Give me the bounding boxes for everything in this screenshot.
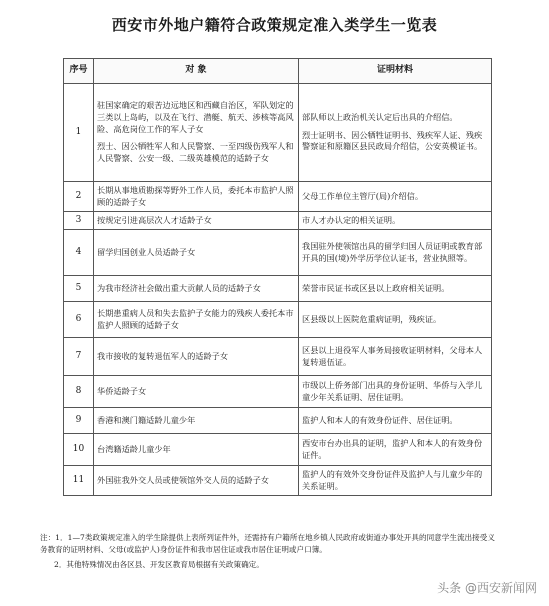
materials-text: 西安市台办出具的证明，监护人和本人的有效身份证件。	[302, 437, 483, 460]
row-materials	[299, 302, 492, 338]
materials-text: 监护人和本人的有效身份证件、居住证明。	[302, 414, 458, 425]
subject-text: 华侨适龄子女	[97, 385, 147, 396]
watermark	[437, 579, 537, 596]
materials-text: 市级以上侨务部门出具的身份证明、华侨与入学儿童少年关系证明、居住证明。	[302, 379, 483, 402]
row-subject	[94, 466, 299, 496]
row-materials	[299, 408, 492, 434]
row-materials	[299, 376, 492, 408]
table-header-row	[64, 59, 492, 84]
subject-text: 烈士、因公牺牲军人和人民警察、一至四级伤残军人和人民警察、公安一级、二级英雄模范的适龄子女	[97, 141, 294, 164]
row-materials	[299, 276, 492, 302]
materials-text: 父母工作单位主管厅(局)介绍信。	[302, 190, 424, 201]
subject-text: 留学归国创业人员适龄子女	[97, 246, 196, 257]
materials-text: 烈士证明书、因公牺牲证明书、残疾军人证、残疾警察证和原籍区县民政局介绍信，公安英模证书。	[302, 129, 483, 152]
row-number: 6	[64, 302, 94, 338]
row-subject	[94, 338, 299, 376]
table-row	[64, 408, 492, 434]
row-number: 9	[64, 408, 94, 434]
subject-text: 我市接收的复转退伍军人的适龄子女	[97, 350, 229, 361]
row-number: 4	[64, 230, 94, 276]
document-title: 西安市外地户籍符合政策规定准入类学生一览表	[111, 16, 438, 34]
row-number: 1	[64, 84, 94, 182]
table-row	[64, 338, 492, 376]
row-number: 3	[64, 212, 94, 230]
row-number: 10	[64, 434, 94, 466]
table-row	[64, 434, 492, 466]
subject-text: 为我市经济社会做出重大贡献人员的适龄子女	[97, 282, 261, 293]
subject-text: 香港和澳门籍适龄儿童少年	[97, 414, 196, 425]
row-subject	[94, 376, 299, 408]
subject-text: 外国驻我外交人员或使领馆外交人员的适龄子女	[97, 474, 269, 485]
subject-text: 长期患重病人员和失去监护子女能力的残疾人委托本市监护人照顾的适龄子女	[97, 307, 294, 330]
notes	[40, 532, 500, 571]
materials-text: 监护人的有效外交身份证件及监护人与儿童少年的关系证明。	[302, 468, 483, 491]
materials-text: 区县以上退役军人事务局接收证明材料，父母本人复转退伍证。	[302, 344, 483, 367]
table-row	[64, 212, 492, 230]
table-row	[64, 376, 492, 408]
row-materials	[299, 230, 492, 276]
materials-text: 荣誉市民证书或区县以上政府相关证明。	[302, 282, 450, 293]
row-subject	[94, 302, 299, 338]
table-row	[64, 230, 492, 276]
row-materials	[299, 84, 492, 182]
row-materials	[299, 466, 492, 496]
row-number: 11	[64, 466, 94, 496]
table-row	[64, 466, 492, 496]
row-number: 8	[64, 376, 94, 408]
subject-text: 驻国家确定的艰苦边远地区和西藏自治区，军队划定的三类以上岛屿，以及在飞行、潜艇、航天、涉核等高风险、高危岗位工作的军人子女	[97, 99, 294, 134]
policy-table	[63, 58, 492, 496]
note-2: 2．其他特殊情况由各区县、开发区教育局根据有关政策确定。	[54, 560, 264, 570]
row-subject	[94, 182, 299, 212]
row-number: 2	[64, 182, 94, 212]
header-no: 序号	[64, 59, 94, 84]
table-row	[64, 276, 492, 302]
materials-text: 我国驻外使领馆出具的留学归国人员证明或教育部开具的国(境)外学历学位认证书，营业执照等。	[302, 240, 483, 263]
row-materials	[299, 212, 492, 230]
row-subject	[94, 212, 299, 230]
note-1: 注：1．1—7类政策规定准入的学生除提供上表所列证件外，还需持有户籍所在地乡镇人民政府或街道办事处开具的同意学生流出接受义务教育的证明材料、父母(或监护人)身份证件和我市居住证或我市居住证明或户口簿。	[40, 533, 495, 555]
table-row	[64, 84, 492, 182]
subject-text: 按规定引进高层次人才适龄子女	[97, 214, 212, 225]
row-number: 5	[64, 276, 94, 302]
subject-text: 台湾籍适龄儿童少年	[97, 443, 171, 454]
row-subject	[94, 434, 299, 466]
watermark-text: 头条 @西安新闻网	[437, 581, 537, 595]
header-materials: 证明材料	[299, 59, 492, 84]
subject-text: 长期从事地质勘探等野外工作人员，委托本市监护人照顾的适龄子女	[97, 184, 294, 207]
row-materials	[299, 182, 492, 212]
materials-text: 区县级以上医院危重病证明，残疾证。	[302, 313, 442, 324]
materials-text: 部队师以上政治机关认定后出具的介绍信。	[302, 111, 458, 122]
row-subject	[94, 408, 299, 434]
row-number: 7	[64, 338, 94, 376]
row-materials	[299, 434, 492, 466]
row-subject	[94, 276, 299, 302]
header-subject: 对 象	[94, 59, 299, 84]
row-materials	[299, 338, 492, 376]
row-subject	[94, 84, 299, 182]
materials-text: 市人才办认定的相关证明。	[302, 214, 401, 225]
table-row	[64, 302, 492, 338]
row-subject	[94, 230, 299, 276]
table-row	[64, 182, 492, 212]
table-body	[64, 84, 492, 496]
